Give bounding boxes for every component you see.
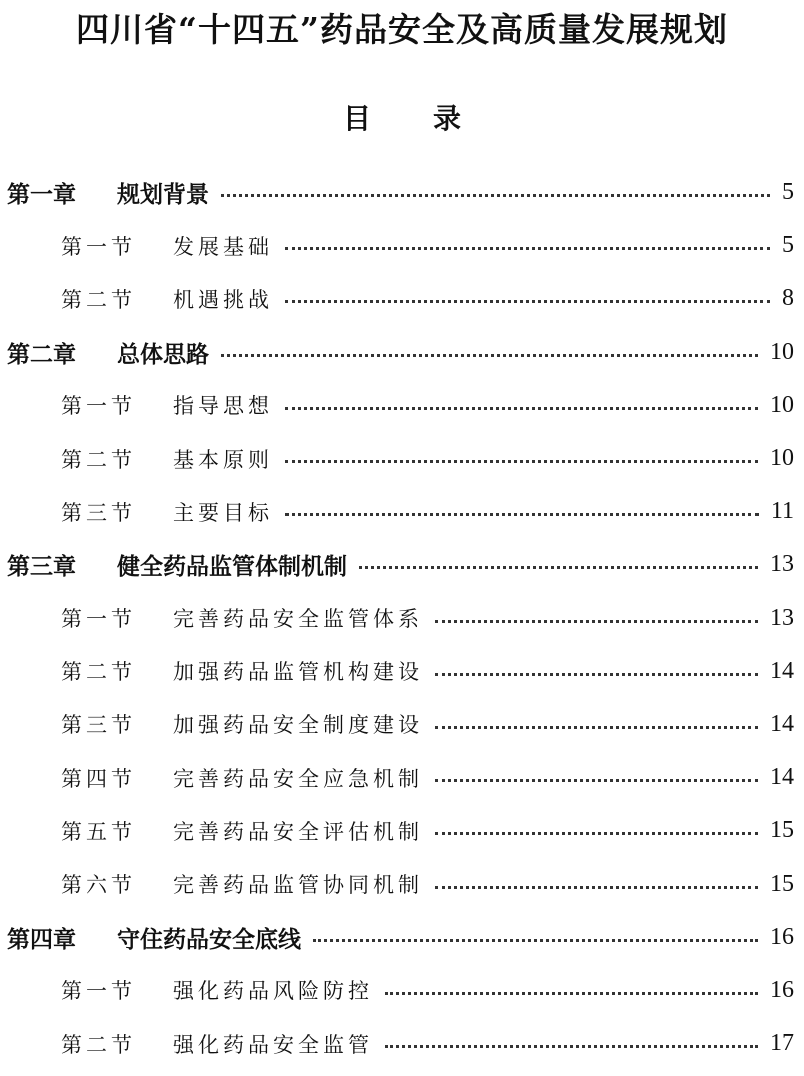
- toc-leader-dots: [435, 620, 758, 623]
- toc-entry-page: 14: [770, 710, 794, 737]
- toc-entry-label: 第三章: [7, 554, 76, 581]
- toc-entry-page: 10: [770, 445, 794, 472]
- toc-entry-label: 第一节: [61, 979, 136, 1004]
- toc-chapter-entry[interactable]: [0, 911, 804, 964]
- toc-entry-label: 第一节: [61, 607, 136, 632]
- document-title: 四川省“十四五”药品安全及高质量发展规划: [76, 10, 728, 49]
- toc-section-entry[interactable]: [0, 645, 804, 698]
- toc-entry-page: 15: [770, 870, 794, 897]
- toc-entry-title: 守住药品安全底线: [117, 926, 301, 953]
- toc-entry-title: 健全药品监管体制机制: [117, 554, 347, 581]
- toc-entry-page: 10: [770, 391, 794, 418]
- toc-leader-dots: [285, 300, 770, 303]
- toc-section-entry[interactable]: [0, 485, 804, 538]
- toc-section-entry[interactable]: [0, 272, 804, 325]
- toc-entry-label: 第一章: [7, 182, 76, 209]
- toc-entry-page: 13: [770, 551, 794, 578]
- toc-leader-dots: [435, 832, 758, 835]
- toc-entry-label: 第三节: [61, 713, 136, 738]
- toc-entry-label: 第一节: [61, 394, 136, 419]
- toc-entry-label: 第二节: [61, 1032, 136, 1057]
- toc-entry-page: 17: [770, 1030, 794, 1057]
- toc-entry-title: 主要目标: [173, 500, 273, 525]
- toc-leader-dots: [285, 247, 770, 250]
- toc-entry-page: 5: [782, 179, 794, 206]
- toc-leader-dots: [435, 886, 758, 889]
- toc-entry-label: 第二章: [7, 341, 76, 368]
- toc-entry-page: 13: [770, 604, 794, 631]
- toc-entry-label: 第四节: [61, 766, 136, 791]
- toc-section-entry[interactable]: [0, 698, 804, 751]
- toc-entry-title: 基本原则: [173, 447, 273, 472]
- toc-entry-page: 11: [770, 498, 794, 525]
- toc-entry-label: 第二节: [61, 660, 136, 685]
- toc-entry-page: 5: [782, 232, 794, 259]
- toc-entry-label: 第一节: [61, 234, 136, 259]
- toc-leader-dots: [285, 407, 758, 410]
- toc-leader-dots: [435, 779, 758, 782]
- toc-entry-page: 16: [770, 923, 794, 950]
- toc-entry-label: 第四章: [7, 926, 76, 953]
- toc-section-entry[interactable]: [0, 432, 804, 485]
- toc-section-entry[interactable]: [0, 219, 804, 272]
- toc-entry-title: 加强药品安全制度建设: [173, 713, 423, 738]
- toc-section-entry[interactable]: [0, 1017, 804, 1070]
- toc-entry-page: 14: [770, 657, 794, 684]
- toc-leader-dots: [385, 1045, 758, 1048]
- toc-section-entry[interactable]: [0, 592, 804, 645]
- toc-entry-label: 第二节: [61, 287, 136, 312]
- toc-section-entry[interactable]: [0, 857, 804, 910]
- toc-section-entry[interactable]: [0, 379, 804, 432]
- toc-leader-dots: [221, 354, 758, 357]
- toc-entry-page: 16: [770, 976, 794, 1003]
- toc-entry-title: 强化药品安全监管: [173, 1032, 373, 1057]
- toc-entry-title: 发展基础: [173, 234, 273, 259]
- toc-entry-title: 完善药品监管协同机制: [173, 873, 423, 898]
- toc-section-entry[interactable]: [0, 751, 804, 804]
- toc-section-entry[interactable]: [0, 804, 804, 857]
- toc-entry-title: 指导思想: [173, 394, 273, 419]
- toc-entry-title: 完善药品安全监管体系: [173, 607, 423, 632]
- toc-entry-title: 加强药品监管机构建设: [173, 660, 423, 685]
- toc-leader-dots: [285, 460, 758, 463]
- toc-entry-title: 完善药品安全评估机制: [173, 819, 423, 844]
- toc-entry-label: 第三节: [61, 500, 136, 525]
- toc-entry-page: 8: [782, 285, 794, 312]
- toc-leader-dots: [221, 194, 770, 197]
- toc-entry-title: 机遇挑战: [173, 287, 273, 312]
- table-of-contents: [0, 166, 804, 1070]
- toc-entry-label: 第六节: [61, 873, 136, 898]
- toc-entry-label: 第五节: [61, 819, 136, 844]
- toc-entry-title: 强化药品风险防控: [173, 979, 373, 1004]
- toc-chapter-entry[interactable]: [0, 326, 804, 379]
- toc-leader-dots: [359, 566, 758, 569]
- toc-entry-title: 规划背景: [117, 182, 209, 209]
- toc-chapter-entry[interactable]: [0, 538, 804, 591]
- toc-entry-label: 第二节: [61, 447, 136, 472]
- toc-entry-page: 15: [770, 817, 794, 844]
- toc-leader-dots: [285, 513, 759, 516]
- toc-heading-right: 录: [433, 102, 462, 135]
- toc-leader-dots: [435, 726, 758, 729]
- toc-leader-dots: [385, 992, 758, 995]
- toc-entry-page: 10: [770, 338, 794, 365]
- toc-chapter-entry[interactable]: [0, 166, 804, 219]
- toc-heading-left: 目: [342, 102, 371, 135]
- toc-section-entry[interactable]: [0, 964, 804, 1017]
- toc-entry-title: 完善药品安全应急机制: [173, 766, 423, 791]
- toc-heading: [0, 97, 804, 137]
- toc-leader-dots: [435, 673, 758, 676]
- toc-entry-title: 总体思路: [117, 341, 209, 368]
- toc-entry-page: 14: [770, 764, 794, 791]
- toc-leader-dots: [313, 939, 758, 942]
